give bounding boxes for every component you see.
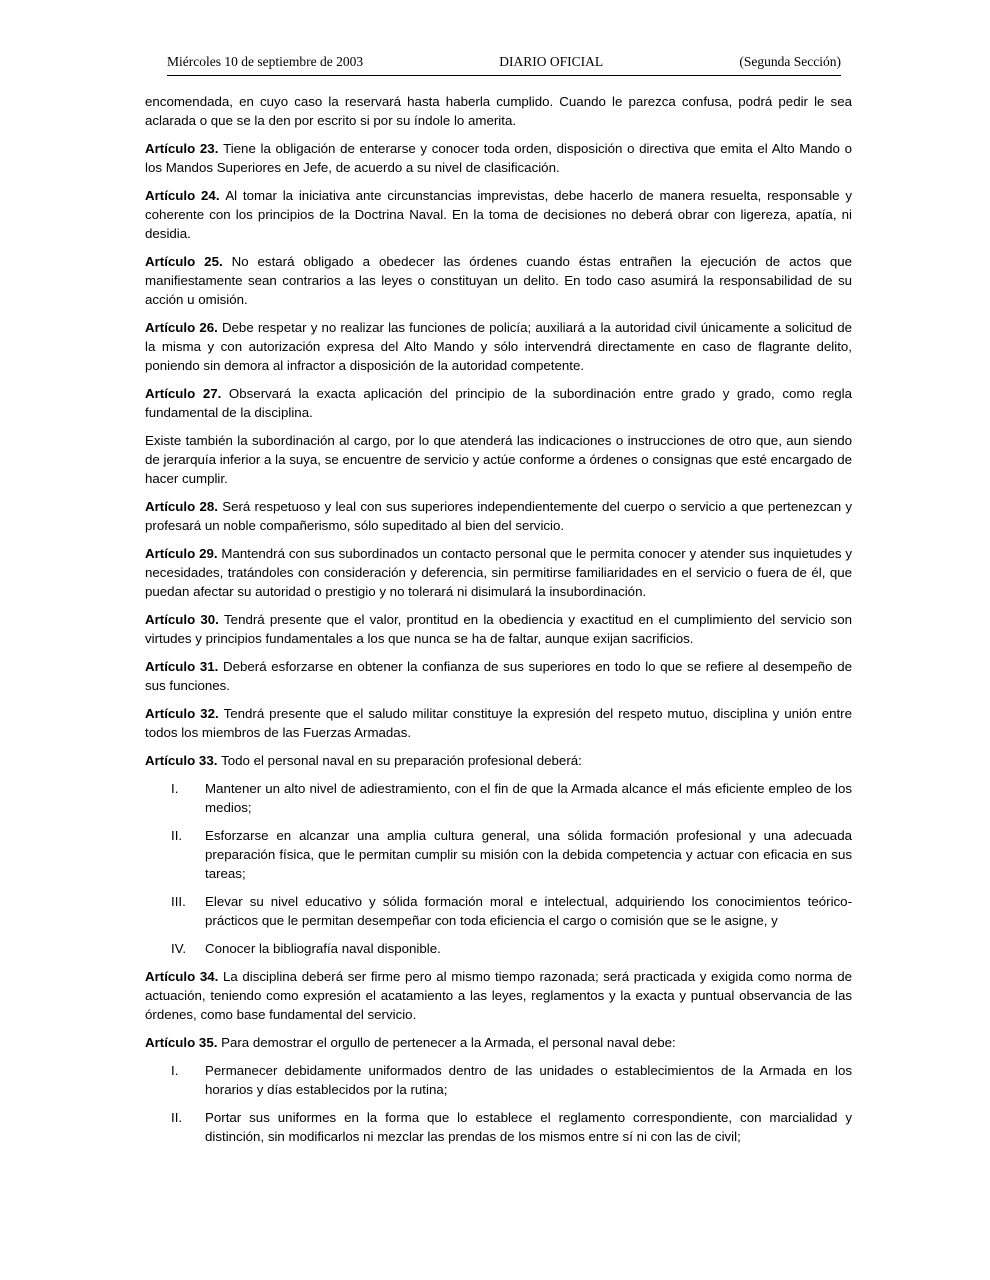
list-item	[145, 939, 852, 958]
article-paragraph: Artículo 30. Tendrá presente que el valor, prontitud en la obediencia y exactitud en el cumplimiento del servicio son virtudes y principios fundamentales a los que nunca se ha de faltar, aunque exijan sacrificios.	[145, 612, 852, 646]
list-item-text: Mantener un alto nivel de adiestramiento, con el fin de que la Armada alcance el más eficiente empleo de los medios;	[205, 781, 852, 815]
article-label: Artículo 23.	[145, 141, 224, 156]
article-paragraph: Artículo 29. Mantendrá con sus subordinados un contacto personal que le permita conocer y atender sus inquietudes y necesidades, tratándoles con consideración y deferencia, sin permitirse familiaridades en el servicio o fuera de él, que puedan afectar su autoridad o prestigio y no tolerará ni disimulará la insubordinación.	[145, 546, 852, 599]
article-paragraph: Artículo 32. Tendrá presente que el saludo militar constituye la expresión del respeto mutuo, disciplina y unión entre todos los miembros de las Fuerzas Armadas.	[145, 706, 852, 740]
article-paragraph: Artículo 23. Tiene la obligación de enterarse y conocer toda orden, disposición o directiva que emita el Alto Mando o los Mandos Superiores en Jefe, de acuerdo a su nivel de clasificación.	[145, 141, 853, 175]
list-item-numeral: I.	[171, 781, 179, 796]
article-label: Artículo 29.	[145, 546, 222, 561]
article-paragraph: Artículo 28. Será respetuoso y leal con sus superiores independientemente del cuerpo o servicio a que pertenezcan y profesará un noble compañerismo, sólo supeditado al bien del servicio.	[145, 499, 852, 533]
article-paragraph: Artículo 26. Debe respetar y no realizar las funciones de policía; auxiliará a la autoridad civil únicamente a solicitud de la misma y con autorización expresa del Alto Mando y sólo intervendrá directamente en caso de flagrante delito, poniendo sin demora al infractor a disposición de la autoridad competente.	[145, 320, 852, 373]
article-label: Artículo 26.	[145, 320, 222, 335]
list-item-numeral: IV.	[171, 941, 187, 956]
list-item-text: Elevar su nivel educativo y sólida formación moral e intelectual, adquiriendo los conocimientos teórico-prácticos que le permitan desempeñar con toda eficiencia el cargo o comisión que se le asigne, y	[205, 894, 852, 928]
article-paragraph: Artículo 24. Al tomar la iniciativa ante circunstancias imprevistas, debe hacerlo de manera resuelta, responsable y coherente con los principios de la Doctrina Naval. En la toma de decisiones no deberá obrar con ligereza, apatía, ni desidia.	[145, 188, 852, 241]
article-paragraph: Artículo 35. Para demostrar el orgullo de pertenecer a la Armada, el personal naval debe:	[145, 1035, 676, 1050]
paragraph: Existe también la subordinación al cargo, por lo que atenderá las indicaciones o instrucciones de otro que, aun siendo de jerarquía inferior a la suya, se encuentre de servicio y actúe conforme a órdenes o consignas que esté encargado de hacer cumplir.	[145, 433, 852, 486]
list-item	[145, 826, 852, 883]
article-label: Artículo 27.	[145, 386, 229, 401]
list-item	[145, 1061, 852, 1099]
document-body	[145, 92, 852, 1155]
list-item-numeral: II.	[171, 828, 183, 843]
article-paragraph: Artículo 31. Deberá esforzarse en obtener la confianza de sus superiores en todo lo que se refiere al desempeño de sus funciones.	[145, 659, 852, 693]
article-label: Artículo 34.	[145, 969, 223, 984]
article-label: Artículo 25.	[145, 254, 232, 269]
list-item-text: Permanecer debidamente uniformados dentro de las unidades o establecimientos de la Armada en los horarios y días establecidos por la rutina;	[205, 1063, 852, 1097]
article-label: Artículo 24.	[145, 188, 226, 203]
article-paragraph: Artículo 25. No estará obligado a obedecer las órdenes cuando éstas entrañen la ejecución de actos que manifiestamente sean contrarios a las leyes o constituyan un delito. En todo caso asumirá la responsabilidad de su acción u omisión.	[145, 254, 852, 307]
list-item	[145, 779, 852, 817]
page-header	[167, 54, 841, 76]
list-item-numeral: I.	[171, 1063, 179, 1078]
article-label: Artículo 31.	[145, 659, 224, 674]
header-date: Miércoles 10 de septiembre de 2003	[167, 54, 364, 69]
list-item-text: Esforzarse en alcanzar una amplia cultura general, una sólida formación profesional y una adecuada preparación física, que le permitan cumplir su misión con la debida competencia y actuar con eficacia en sus tareas;	[205, 828, 852, 881]
header-section: (Segunda Sección)	[739, 54, 841, 69]
article-label: Artículo 33.	[145, 753, 222, 768]
article-paragraph: Artículo 34. La disciplina deberá ser firme pero al mismo tiempo razonada; será practicada y exigida como norma de actuación, teniendo como expresión el acatamiento a las leyes, reglamentos y la exacta y puntual observancia de las órdenes, como base fundamental del servicio.	[145, 969, 852, 1022]
list-item-numeral: III.	[171, 894, 186, 909]
list-item	[145, 1108, 852, 1146]
article-label: Artículo 32.	[145, 706, 224, 721]
list-item	[145, 892, 852, 930]
article-label: Artículo 35.	[145, 1035, 222, 1050]
list-item-numeral: II.	[171, 1110, 183, 1125]
article-label: Artículo 28.	[145, 499, 223, 514]
article-paragraph: Artículo 27. Observará la exacta aplicación del principio de la subordinación entre grado y grado, como regla fundamental de la disciplina.	[145, 386, 852, 420]
paragraph: encomendada, en cuyo caso la reservará hasta haberla cumplido. Cuando le parezca confusa, podrá pedir le sea aclarada o que se la den por escrito si por su índole lo amerita.	[145, 94, 852, 128]
list-item-text: Conocer la bibliografía naval disponible.	[205, 941, 441, 956]
article-label: Artículo 30.	[145, 612, 225, 627]
header-title: DIARIO OFICIAL	[499, 54, 604, 69]
article-paragraph: Artículo 33. Todo el personal naval en su preparación profesional deberá:	[145, 753, 582, 768]
list-item-text: Portar sus uniformes en la forma que lo establece el reglamento correspondiente, con marcialidad y distinción, sin modificarlos ni mezclar las prendas de los mismos entre sí ni con las de civil;	[205, 1110, 852, 1144]
